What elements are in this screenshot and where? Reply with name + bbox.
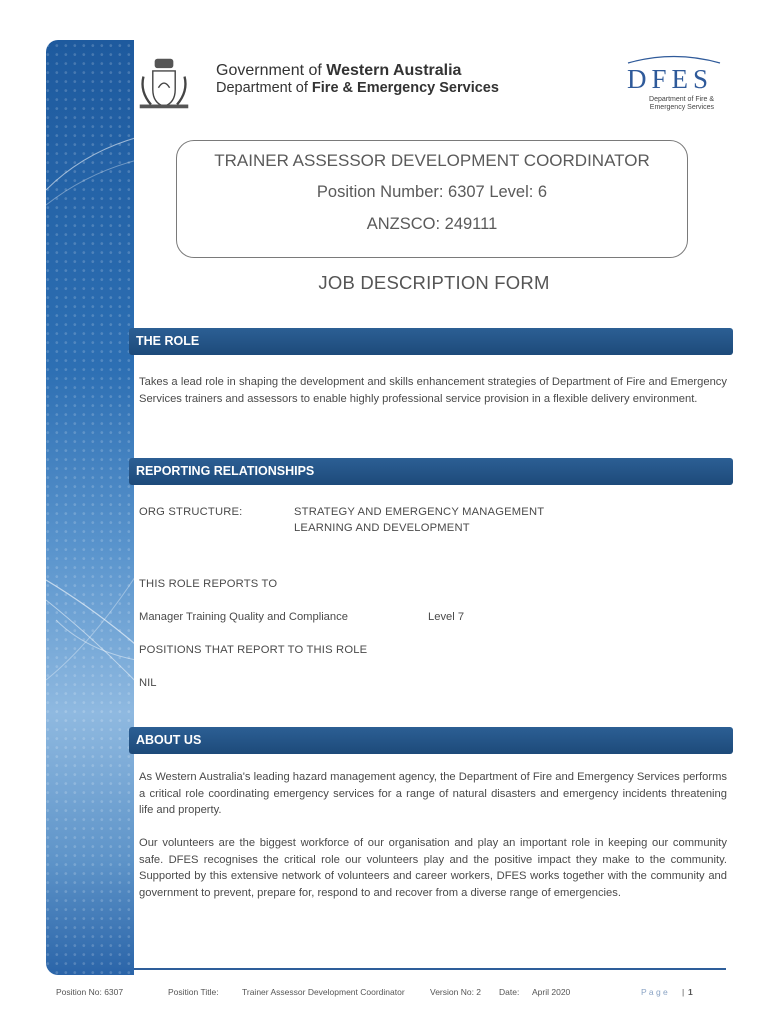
reports-to-value: Manager Training Quality and Compliance xyxy=(139,611,348,623)
footer-page-word: P a g e xyxy=(641,987,668,997)
footer-position-title-label: Position Title: xyxy=(168,987,219,997)
position-title: TRAINER ASSESSOR DEVELOPMENT COORDINATOR xyxy=(214,151,650,170)
government-name: Government of Western Australia xyxy=(216,62,462,79)
anzsco-code: ANZSCO: 249111 xyxy=(366,215,498,233)
department-name: Department of Fire & Emergency Services xyxy=(216,80,499,96)
sidebar-swoosh-lines xyxy=(46,40,146,975)
footer-date: April 2020 xyxy=(532,987,571,997)
role-description: Takes a lead role in shaping the development and skills enhancement strategies of Department of Fire and Emergency Services trainers and assessors to enable highly professional service provision in a flexible delivery environment. xyxy=(139,376,727,405)
about-us-paragraph-1: As Western Australia's leading hazard management agency, the Department of Fire and Emergency Services performs a critical role coordinating emergency services for a range of natural disasters and emergency incidents threatening life and property. xyxy=(139,771,727,816)
footer-position-title: Trainer Assessor Development Coordinator xyxy=(242,987,405,997)
section-heading-the-role: THE ROLE xyxy=(129,328,733,355)
form-title: JOB DESCRIPTION FORM xyxy=(318,272,550,293)
section-heading-reporting: REPORTING RELATIONSHIPS xyxy=(129,458,733,485)
section-heading-about-us: ABOUT US xyxy=(129,727,733,754)
footer-divider xyxy=(134,968,726,970)
footer-page-separator: | xyxy=(682,987,685,997)
org-structure-line1: STRATEGY AND EMERGENCY MANAGEMENT xyxy=(294,506,545,518)
dfes-logo-icon: DFES xyxy=(627,64,714,94)
footer-page-number: 1 xyxy=(688,987,693,997)
org-structure-label: ORG STRUCTURE: xyxy=(139,506,243,518)
reports-to-label: THIS ROLE REPORTS TO xyxy=(139,578,278,590)
org-structure-line2: LEARNING AND DEVELOPMENT xyxy=(294,522,470,534)
positions-reporting-label: POSITIONS THAT REPORT TO THIS ROLE xyxy=(139,644,368,656)
reports-to-level: Level 7 xyxy=(428,611,465,623)
footer-position-no: Position No: 6307 xyxy=(56,987,124,997)
position-title-box xyxy=(176,140,688,258)
wa-coat-of-arms-icon xyxy=(136,56,192,112)
dfes-logo-arc xyxy=(626,54,722,64)
footer-version: Version No: 2 xyxy=(430,987,482,997)
about-us-paragraph-2: Our volunteers are the biggest workforce of our organisation and play an important role in keeping our community safe. DFES recognises the critical role our volunteers play and the positive impact they make to the community. Supported by this extensive network of volunteers and career workers, DFES works together with the community and government to prevent, prepare for, respond to and recover from a diverse range of emergencies. xyxy=(139,837,727,899)
positions-reporting-value: NIL xyxy=(139,677,157,689)
dfes-logo-subtitle: Department of Fire & Emergency Services xyxy=(649,96,714,111)
footer-date-label: Date: xyxy=(499,987,520,997)
position-number-level: Position Number: 6307 Level: 6 xyxy=(316,183,548,201)
